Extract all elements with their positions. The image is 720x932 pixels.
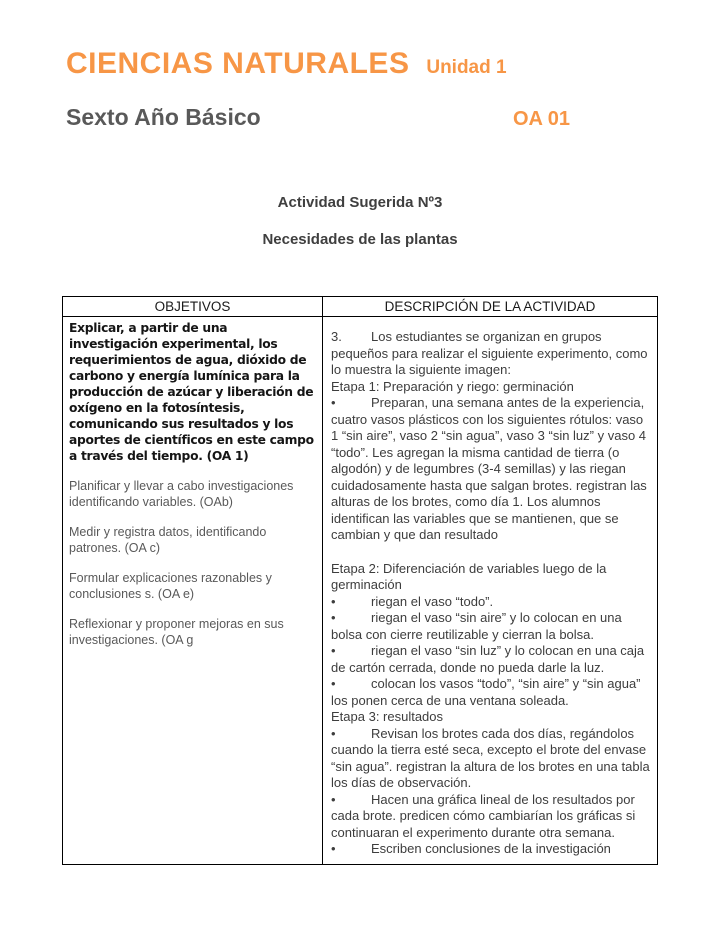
description-bullet-item — [331, 841, 650, 858]
subject-title: CIENCIAS NATURALES — [66, 47, 410, 80]
description-text: riegan el vaso “todo”. — [371, 593, 494, 609]
objective-secondary: Formular explicaciones razonables y conclusiones s. (OA e) — [69, 571, 272, 601]
activity-subtitle: Necesidades de las plantas — [262, 231, 458, 248]
description-bullet-item — [331, 643, 650, 676]
stage-heading: Etapa 1: Preparación y riego: germinación — [331, 378, 574, 394]
description-bullet-item — [331, 792, 650, 842]
description-text: Preparan, una semana antes de la experiencia, cuatro vasos plásticos con los siguientes rótulos: vaso 1 “sin aire”, vaso 2 “sin agua”, vaso 3 “sin luz” y vaso 4 “todo”. Les agregan la misma cantidad de tierra (o algodón) y de legumbres (3-4 semillas) y las riegan cuidadosamente hasta que salgan brotes. registran las alturas de los brotes, como día 1. Los alumnos identifican las variables que se mantienen, que se cambian y que dan resultado — [331, 395, 647, 542]
stage-heading: Etapa 3: resultados — [331, 709, 444, 724]
bullet-icon: • — [331, 725, 336, 741]
description-text: riegan el vaso “sin aire” y lo colocan en una bolsa con cierre reutilizable y cierran la bolsa. — [331, 610, 622, 642]
objective-secondary: Reflexionar y proponer mejoras en sus investigaciones. (OA g — [69, 617, 284, 647]
objectives-cell — [63, 317, 323, 865]
activity-title: Actividad Sugerida Nº3 — [277, 194, 443, 211]
bullet-icon: • — [331, 593, 336, 609]
oa-badge: OA 01 — [512, 108, 570, 130]
objective-secondary: Planificar y llevar a cabo investigaciones identificando variables. (OAb) — [69, 479, 294, 509]
activity-heading — [0, 195, 720, 248]
column-header-descripcion: DESCRIPCIÓN DE LA ACTIVIDAD — [323, 297, 658, 317]
document-header — [0, 0, 720, 131]
unit-label: Unidad 1 — [426, 57, 507, 78]
stage-heading: Etapa 2: Diferenciación de variables luego de la germinación — [331, 560, 607, 592]
description-text: colocan los vasos “todo”, “sin aire” y “sin agua” los ponen cerca de una ventana soleada. — [331, 676, 641, 708]
description-text: Revisan los brotes cada dos días, regándolos cuando la tierra esté seca, excepto el brote del envase “sin agua”. registran la altura de los brotes en una tabla los días de observación. — [331, 725, 650, 790]
description-numbered-item — [331, 329, 650, 379]
subtitle-row — [66, 104, 570, 131]
description-text: Los estudiantes se organizan en grupos pequeños para realizar el siguiente experimento, como lo muestra la siguiente imagen: — [331, 329, 648, 377]
description-cell — [323, 317, 658, 865]
description-bullet-item — [331, 594, 650, 611]
bullet-icon: • — [331, 841, 336, 856]
bullet-icon: • — [331, 676, 336, 691]
bullet-icon: • — [331, 791, 336, 807]
objective-main: Explicar, a partir de una investigación experimental, los requerimientos de agua, dióxido de carbono y energía lumínica para la producción de azúcar y liberación de oxígeno en la fotosíntesis, comunicando sus resultados y los aportes de científicos en este campo a través del tiempo. (OA 1) — [69, 321, 314, 463]
description-bullet-item — [331, 726, 650, 792]
description-bullet-item — [331, 676, 650, 709]
grade-subtitle: Sexto Año Básico — [66, 104, 261, 130]
description-text: riegan el vaso “sin luz” y lo colocan en una caja de cartón cerrada, donde no pueda darle la luz. — [331, 643, 645, 675]
item-number: 3. — [331, 329, 342, 344]
bullet-icon: • — [331, 610, 336, 625]
activity-table — [62, 296, 658, 865]
objective-secondary: Medir y registra datos, identificando patrones. (OA c) — [69, 525, 267, 555]
table-body-row — [63, 317, 658, 865]
bullet-icon: • — [331, 395, 336, 410]
table-header-row — [63, 297, 658, 317]
description-bullet-item — [331, 395, 650, 544]
page-title — [66, 46, 658, 84]
bullet-icon: • — [331, 643, 336, 658]
column-header-objetivos: OBJETIVOS — [63, 297, 323, 317]
description-text: Escriben conclusiones de la investigación — [371, 841, 611, 856]
description-bullet-item — [331, 610, 650, 643]
description-text: Hacen una gráfica lineal de los resultados por cada brote. predicen cómo cambiarían los gráficas si continuaran el experimento durante otra semana. — [331, 791, 636, 840]
